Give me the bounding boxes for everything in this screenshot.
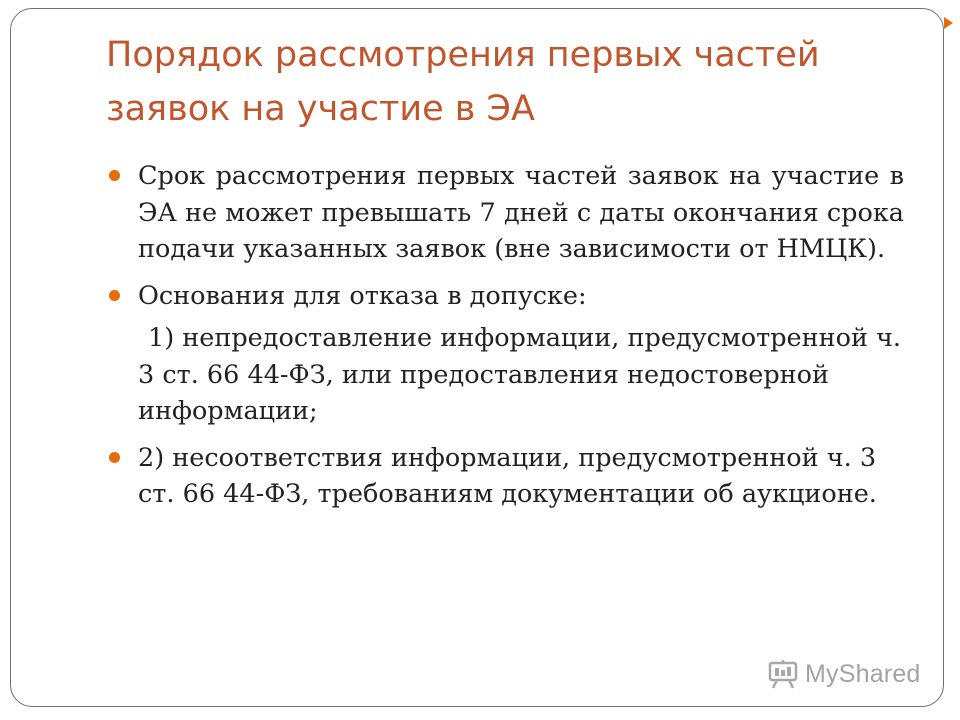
slide-title: Порядок рассмотрения первых частей заявок на участие в ЭА (106, 35, 820, 129)
slide-content (108, 158, 904, 523)
list-item-ground-1 (108, 320, 904, 430)
bullet-text: 2) несоответствия информации, предусмотренной ч. 3 ст. 66 44-ФЗ, требованиям документации об аукционе. (138, 442, 877, 509)
corner-arrow-icon (944, 17, 953, 29)
bullet-text: Основания для отказа в допуске: (138, 280, 587, 311)
watermark (767, 654, 921, 694)
presentation-board-icon (767, 658, 799, 690)
bullet-text: Срок рассмотрения первых частей заявок на участие в ЭА не может превышать 7 дней с даты окончания срока подачи указанных заявок (вне зависимости от НМЦК). (138, 161, 904, 264)
bullet-icon (109, 170, 120, 181)
bullet-item-grounds (108, 278, 904, 315)
watermark-text: MyShared (805, 659, 921, 688)
bullet-icon (109, 290, 120, 301)
paragraph-text: 1) непредоставление информации, предусмотренной ч. 3 ст. 66 44-ФЗ, или предоставления недостоверной информации; (138, 323, 902, 426)
bullet-icon (109, 452, 120, 463)
bullet-item-ground-2 (108, 440, 904, 513)
bullet-item-deadline (108, 158, 904, 268)
